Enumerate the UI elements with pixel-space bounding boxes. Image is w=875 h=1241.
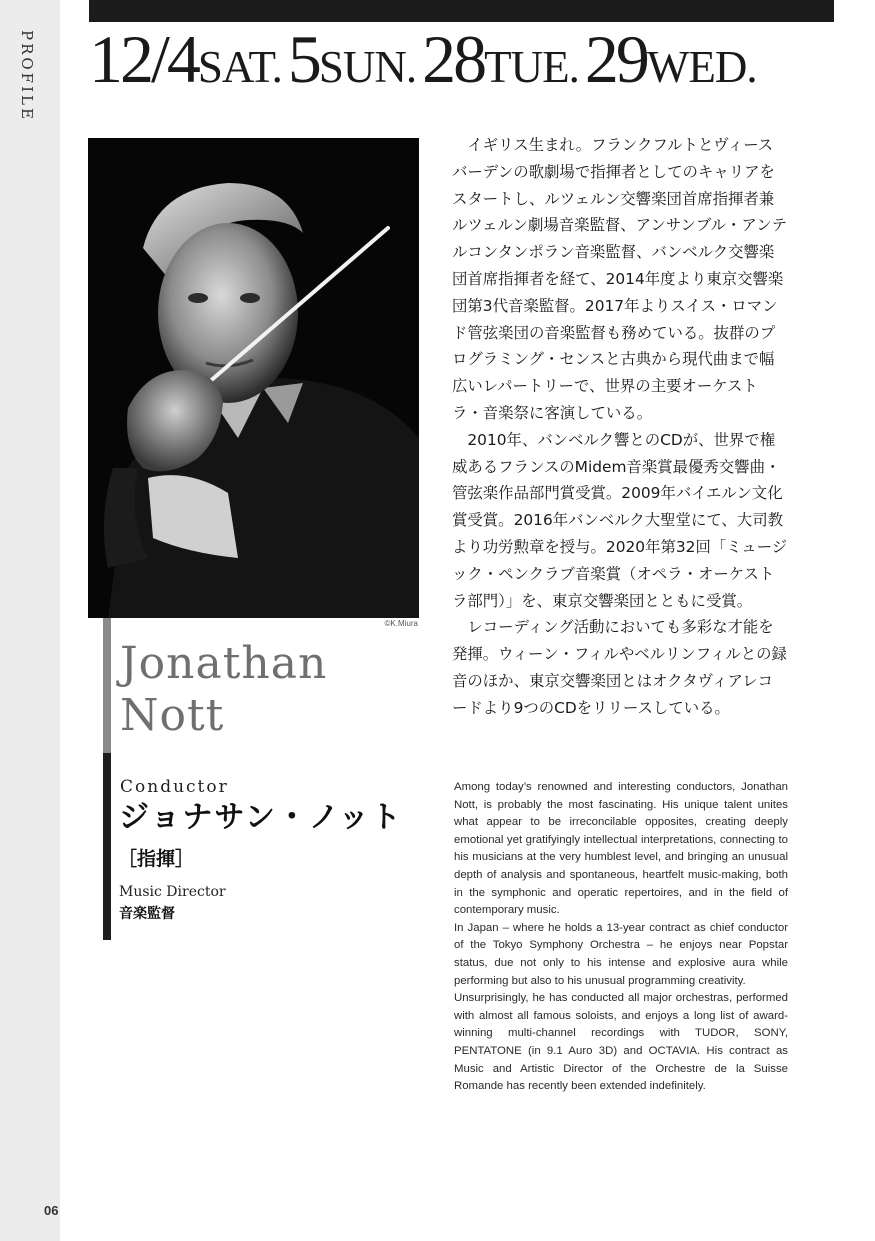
portrait-illustration xyxy=(88,138,419,618)
artist-role-en: Conductor xyxy=(120,777,229,797)
artist-role-ja: ［指揮］ xyxy=(118,848,195,870)
artist-name-en xyxy=(120,638,420,742)
bio-paragraph: In Japan – where he holds a 13-year contract as chief conductor of the Tokyo Symphony Orchestra – he enjoys near Popstar status, due not only to his intense and explosive aura while performing but also to his unusual programming creativity. xyxy=(454,921,788,987)
date-day: 28 xyxy=(422,21,485,97)
date-weekday: WED. xyxy=(646,42,757,92)
accent-bar xyxy=(103,753,111,940)
date-day: 29 xyxy=(584,21,647,97)
date-day: 5 xyxy=(287,21,319,97)
artist-name-ja: ジョナサン・ノット xyxy=(119,800,403,835)
photo-credit: ©K.Miura xyxy=(384,619,418,628)
name-line: Nott xyxy=(120,690,225,741)
page-number: 06 xyxy=(44,1203,59,1218)
date-weekday: SAT. xyxy=(197,42,282,92)
biography-english xyxy=(454,779,788,1096)
biography-japanese xyxy=(452,132,788,722)
date-weekday: SUN. xyxy=(318,42,417,92)
name-line: Jonathan xyxy=(120,638,328,689)
date-day: 12/4 xyxy=(89,21,198,97)
sidebar-strip xyxy=(0,0,60,1241)
accent-bar xyxy=(103,618,111,753)
bio-paragraph: Among today’s renowned and interesting conductors, Jonathan Nott, is probably the most fascinating. His unique talent unites what appear to be irreconcilable opposites, creating deeply emotional yet gratifyingly intellectual interpretations, connecting to his musicians at the very humblest level, and bringing an unusual depth of analysis and spontaneous, heartfelt music-making, both in the symphonic and operatic repertoires, and in the field of contemporary music. xyxy=(454,781,788,917)
bio-paragraph: 2010年、バンベルク響とのCDが、世界で権威あるフランスのMidem音楽賞最優秀交響曲・管弦楽作品部門賞受賞。2009年バイエルン文化賞受賞。2016年バンベルク大聖堂にて、大司教より功労勲章を授与。2020年第32回「ミュージック・ペンクラブ音楽賞（オペラ・オーケストラ部門）」を、東京交響楽団とともに受賞。 xyxy=(452,430,788,610)
date-weekday: TUE. xyxy=(484,42,579,92)
header-bar xyxy=(89,0,834,22)
artist-title-en: Music Director xyxy=(119,884,226,900)
bio-paragraph: Unsurprisingly, he has conducted all major orchestras, performed with almost all famous soloists, and enjoys a long list of award-winning multi-channel recordings with TUDOR, SONY, PENTATONE (in 9.1 Auro 3D) and OCTAVIA. His contract as Music and Artistic Director of the Orchestre de la Suisse Romande has recently been extended indefinitely. xyxy=(454,992,788,1093)
section-label: PROFILE xyxy=(18,30,36,122)
conductor-portrait xyxy=(88,138,419,618)
artist-title-ja: 音楽監督 xyxy=(119,906,175,922)
concert-dates xyxy=(89,21,849,97)
bio-paragraph: イギリス生まれ。フランクフルトとヴィースバーデンの歌劇場で指揮者としてのキャリアをスタートし、ルツェルン交響楽団首席指揮者兼ルツェルン劇場音楽監督、アンサンブル・アンテルコンタンポラン音楽監督、バンベルク交響楽団首席指揮者を経て、2014年度より東京交響楽団第3代音楽監督。2017年よりスイス・ロマンド管弦楽団の音楽監督も務めている。抜群のプログラミング・センスと古典から現代曲まで幅広いレパートリーで、世界の主要オーケストラ・音楽祭に客演している。 xyxy=(452,136,787,422)
bio-paragraph: レコーディング活動においても多彩な才能を発揮。ウィーン・フィルやベルリンフィルとの録音のほか、東京交響楽団とはオクタヴィアレコードより9つのCDをリリースしている。 xyxy=(452,618,787,717)
